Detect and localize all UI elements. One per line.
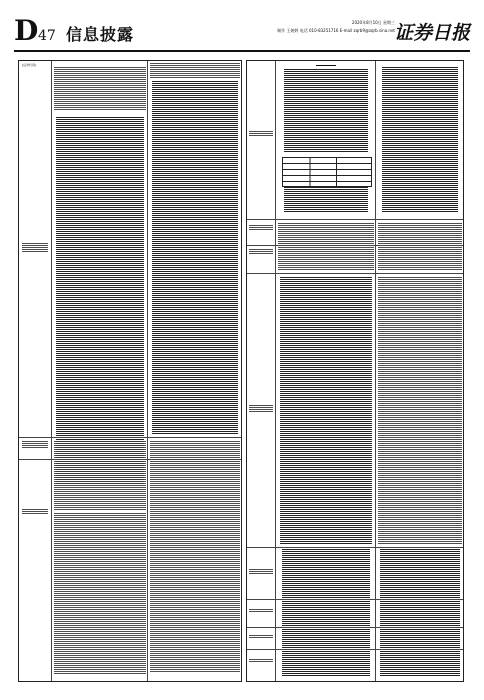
section-divider xyxy=(19,437,241,438)
left-text-column xyxy=(51,61,148,681)
section-divider xyxy=(19,459,241,460)
section-divider xyxy=(247,547,463,548)
right-text-column xyxy=(375,61,464,681)
masthead xyxy=(14,16,470,50)
section-divider xyxy=(247,649,463,650)
company-name-column xyxy=(249,249,273,255)
announcement-body xyxy=(54,67,146,111)
left-text-column xyxy=(275,61,376,681)
section-divider xyxy=(247,245,463,246)
newspaper-logo: 证券日报 xyxy=(393,22,470,44)
section-divider xyxy=(247,627,463,628)
section-divider xyxy=(247,599,463,600)
announcement-body xyxy=(284,187,368,213)
announcement-body xyxy=(54,441,146,511)
section-divider xyxy=(247,273,463,274)
company-name-column xyxy=(22,509,48,515)
right-announcement-panel xyxy=(246,60,464,682)
company-name-column xyxy=(249,131,273,137)
company-name-column xyxy=(249,405,273,413)
announcement-body xyxy=(280,277,372,545)
company-name-column xyxy=(22,441,48,449)
company-name-column xyxy=(249,569,273,575)
announcement-body xyxy=(150,441,240,673)
section-divider xyxy=(247,219,463,220)
announcement-body xyxy=(378,277,462,545)
editor-contact: 制作 王婉婷 电话 010-83251716 E-mail zqrb9@zqrb.sina.net xyxy=(277,28,395,33)
masthead-rule xyxy=(14,50,470,52)
company-name-column xyxy=(249,635,273,639)
announcement-body xyxy=(56,117,144,485)
section-title: 信息披露 xyxy=(66,25,135,44)
announcement-body xyxy=(278,223,374,271)
page-letter: D xyxy=(14,14,39,47)
company-name-column xyxy=(249,659,273,663)
company-name-column xyxy=(22,243,48,253)
right-text-column xyxy=(147,61,242,681)
data-table xyxy=(282,157,372,187)
announcement-body xyxy=(54,513,146,675)
announcement-heading xyxy=(316,65,336,66)
company-name-column xyxy=(249,225,273,231)
announcement-body xyxy=(382,67,458,213)
issue-date: 2020年8月10日 星期三 xyxy=(351,20,395,25)
announcement-body xyxy=(284,69,368,153)
announcement-body xyxy=(150,63,240,79)
left-announcement-panel xyxy=(18,60,242,682)
company-name-column xyxy=(249,609,273,613)
announcement-body xyxy=(282,549,370,677)
announcement-body xyxy=(380,549,460,677)
corner-tag: [证券代码] xyxy=(22,63,37,67)
announcement-body xyxy=(378,223,462,271)
page-number: 47 xyxy=(38,28,56,44)
announcement-body xyxy=(152,81,238,435)
